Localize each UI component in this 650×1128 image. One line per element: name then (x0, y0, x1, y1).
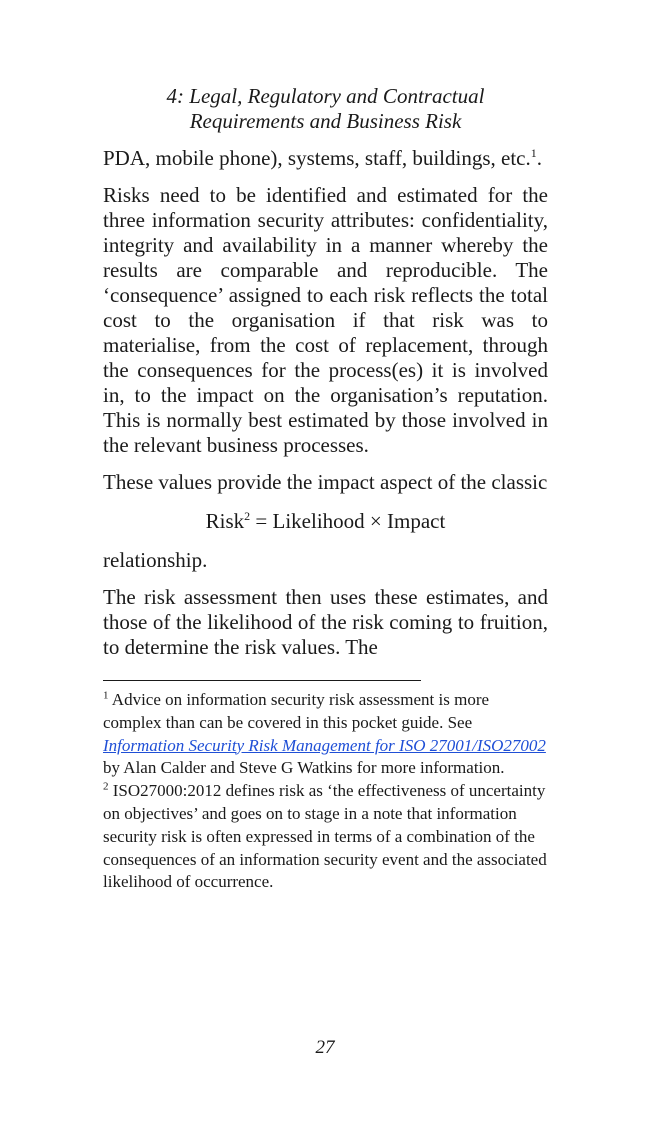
paragraph-2: Risks need to be identified and estimated for the three information security attributes: confidentiality, integrity and availability in a manner whereby the results are comparable and reproducible. The ‘consequence’ assigned to each risk reflects the total cost to the organisation if that risk was to materialise, from the cost of replacement, through the consequences for the process(es) it is involved in, to the impact on the organisation’s reputation. This is normally best estimated by those involved in the relevant business processes. (103, 183, 548, 457)
book-title-link[interactable]: Information Security Risk Management for ISO 27001/ISO27002 (103, 735, 546, 755)
running-header-line-1: 4: Legal, Regulatory and Contractual (166, 84, 485, 108)
page-number: 27 (315, 1037, 335, 1058)
footnote-1 (103, 689, 548, 780)
paragraph-5: The risk assessment then uses these estimates, and those of the likelihood of the risk coming to fruition, to determine the risk values. The (103, 585, 548, 659)
footnote-divider (103, 680, 421, 681)
footnote-ref-1[interactable]: 1 (530, 146, 537, 160)
footnote-2 (103, 780, 548, 894)
paragraph-1 (103, 146, 548, 171)
running-header (103, 84, 548, 134)
footnote-ref-2[interactable]: 2 (244, 509, 251, 523)
footnote-1-text-before: Advice on information security risk assessment is more complex than can be covered in this pocket guide. See (103, 690, 490, 732)
footnote-1-text-after: by Alan Calder and Steve G Watkins for more information. (103, 758, 505, 778)
footnote-1-marker: 1 (103, 689, 109, 702)
formula-rhs: = Likelihood × Impact (250, 509, 446, 533)
book-page (103, 84, 548, 894)
footnote-2-text: ISO27000:2012 defines risk as ‘the effectiveness of uncertainty on objectives’ and goes on to stage in a note that information security risk is often expressed in terms of a combination of the consequences of an information security event and the associated likelihood of occurrence. (103, 781, 547, 892)
footnote-2-marker: 2 (103, 780, 109, 793)
paragraph-1-end: . (536, 146, 542, 170)
paragraph-1-text: PDA, mobile phone), systems, staff, buildings, etc. (103, 146, 531, 170)
formula-risk: Risk (205, 509, 245, 533)
risk-formula (103, 509, 548, 534)
running-header-line-2: Requirements and Business Risk (189, 109, 462, 133)
paragraph-3: These values provide the impact aspect of the classic (103, 470, 548, 494)
paragraph-4: relationship. (103, 548, 208, 572)
